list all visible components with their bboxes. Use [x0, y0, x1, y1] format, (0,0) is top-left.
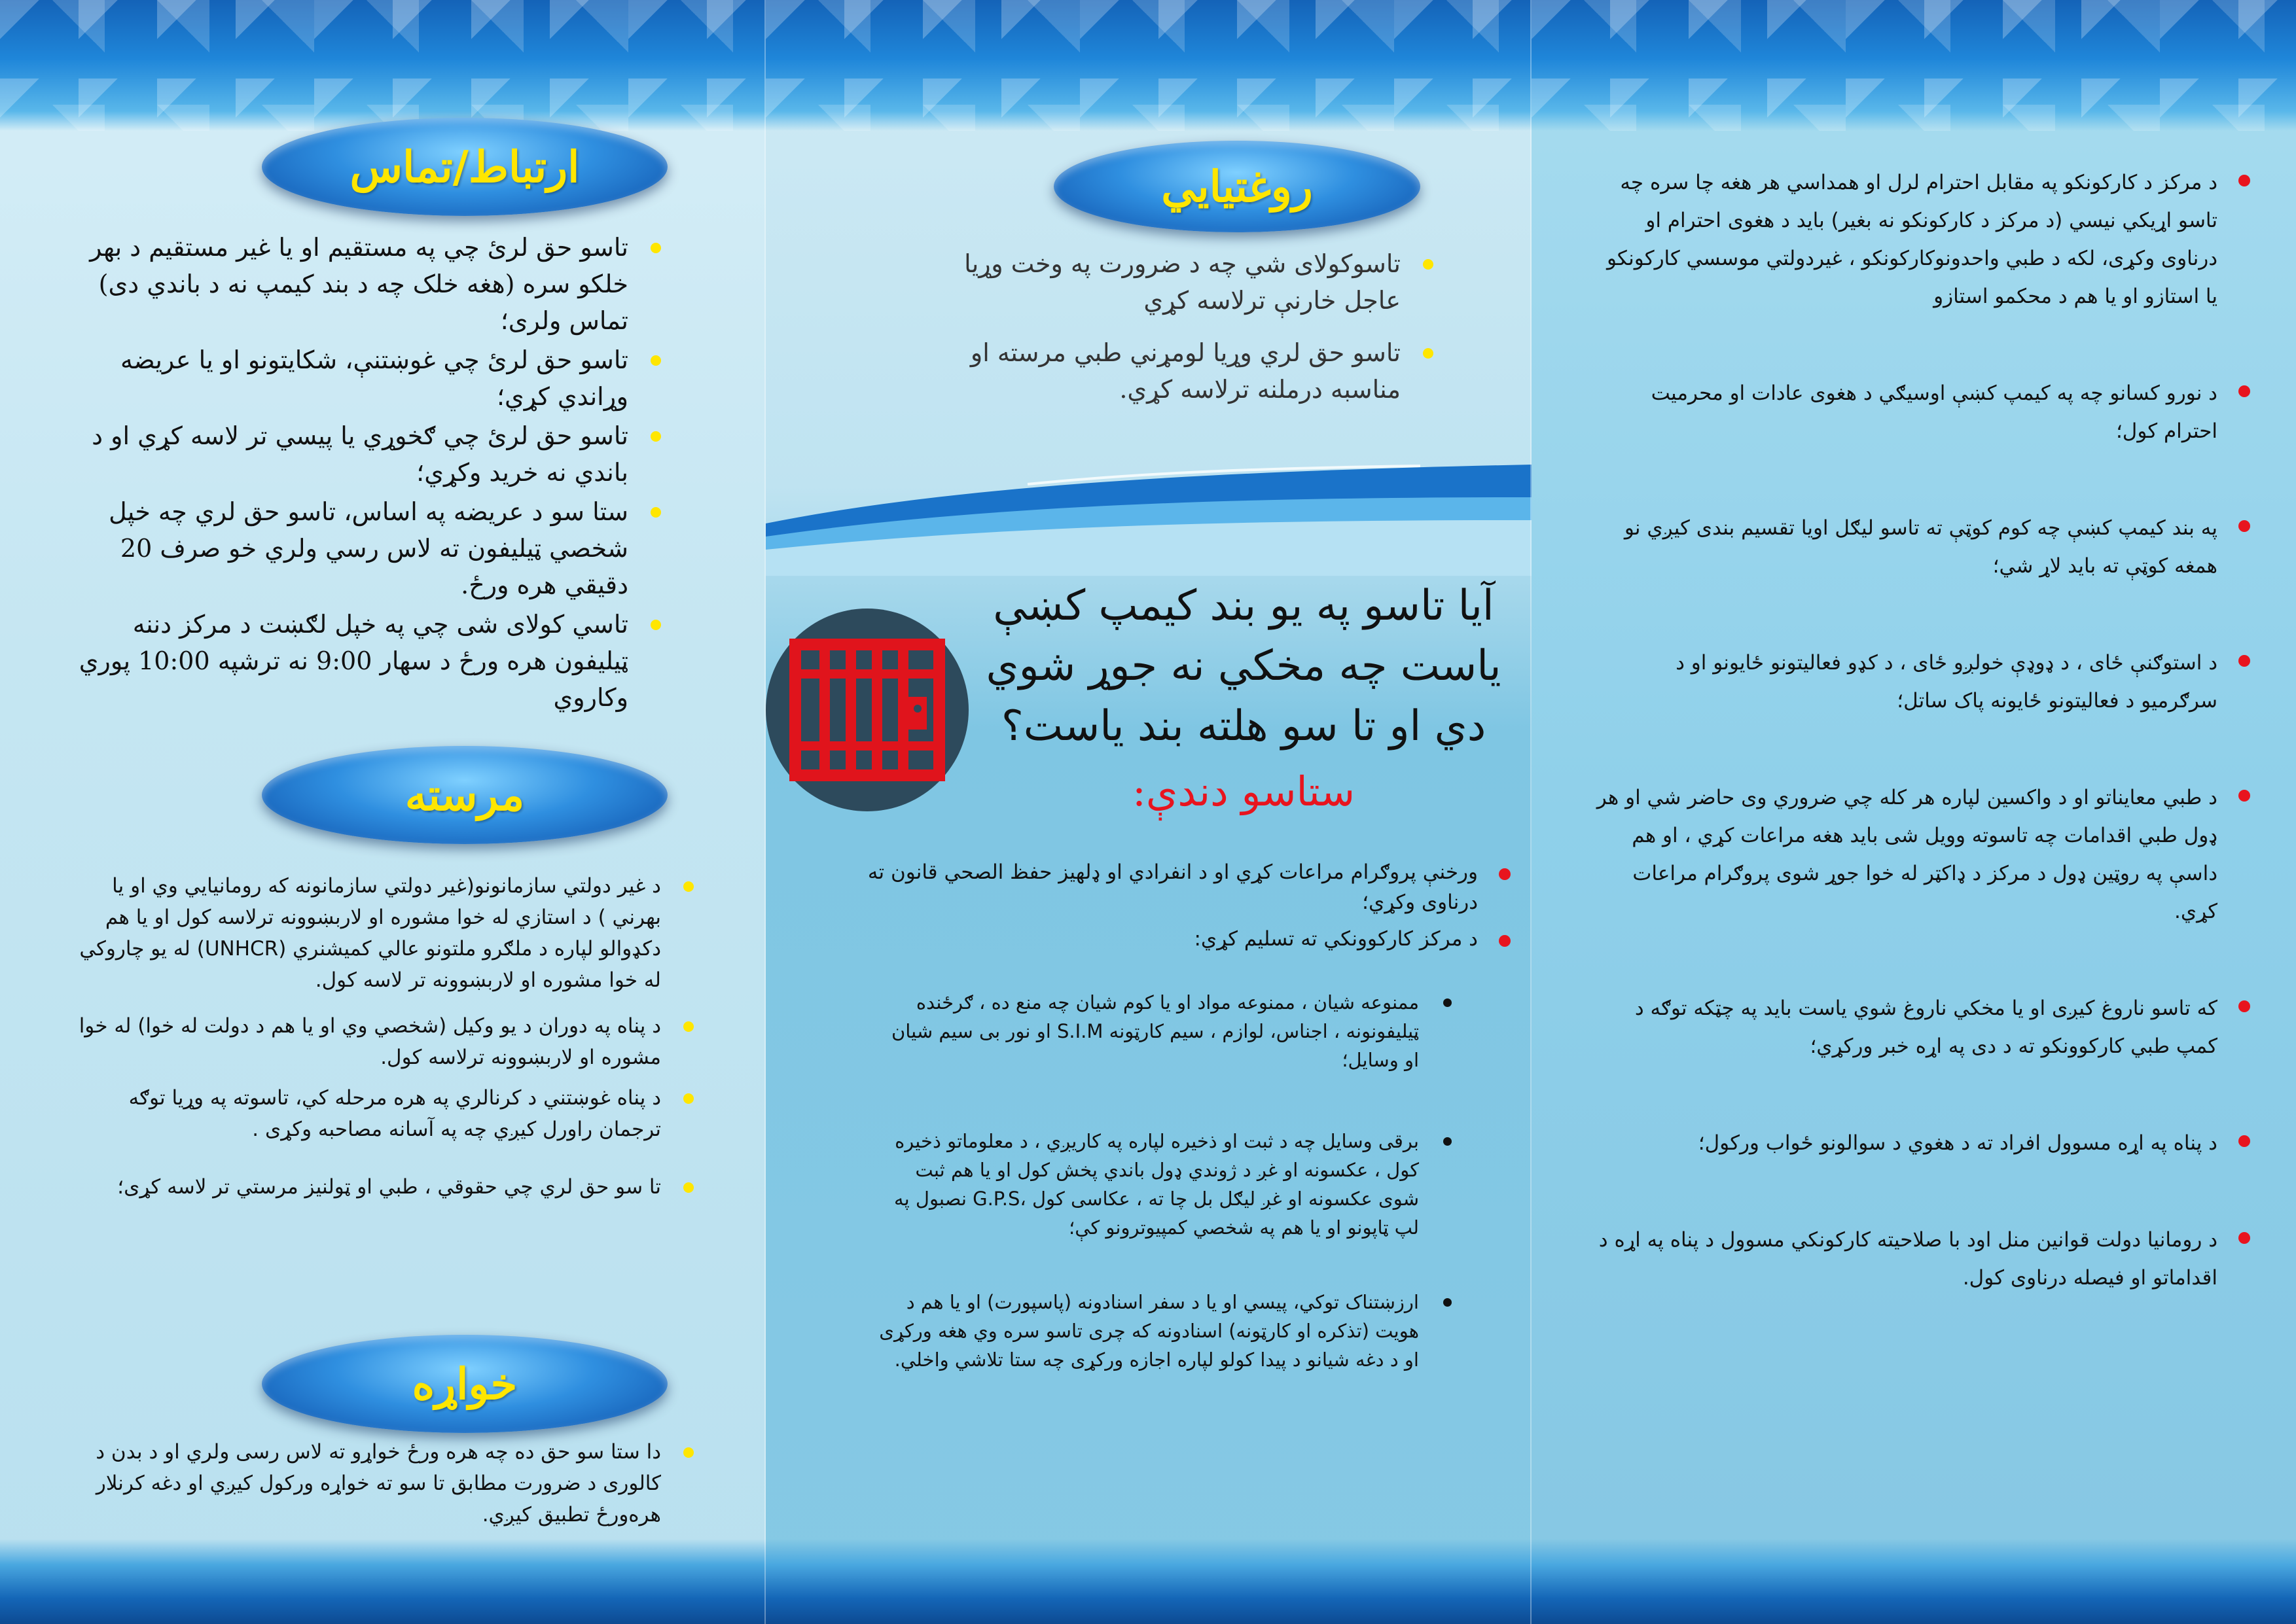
- bullet-icon: [683, 1447, 694, 1458]
- bullet-icon: [2238, 1135, 2250, 1147]
- list-item: [876, 1288, 1452, 1374]
- list-item: [1596, 1124, 2250, 1162]
- bullet-icon: [651, 355, 661, 366]
- list-item: [1596, 989, 2250, 1065]
- list-item: [856, 924, 1511, 954]
- list-item-text: که تاسو ناروغ کيږی او يا مخکي ناروغ شوي ياست بايد په چټکه توګه د کمپ طبي کارکوونکو ته د دی په اړه خبر ورکړي؛: [1634, 997, 2217, 1058]
- list-item-text: تاسي کولای شی چي په خپل لګښت د مرکز دننه ټيليفون هره ورځ د سهار 9:00 نه ترشپه 10:00 پوري وکاروي: [79, 610, 628, 712]
- list-item: [876, 1127, 1452, 1242]
- list-item-text: د پناه غوښتني د کرنالري په هره مرحله کي، تاسوته په وړيا توګه ترجمان راورل کيږي چه په آسانه مصاحبه وکړی .: [128, 1086, 661, 1141]
- rules-list: [1596, 164, 2250, 1297]
- list-item: [72, 417, 661, 491]
- bullet-icon: [2238, 520, 2250, 532]
- top-decoration: [1532, 0, 2296, 131]
- left-panel: [0, 0, 766, 1624]
- list-item-text: ستا سو د عريضه په اساس، تاسو حق لري چه خپل شخصي ټيليفون ته لاس رسي ولري خو صرف 20 دقيقي هره ورځ.: [109, 497, 628, 599]
- list-item-text: د مرکز د کارکونکو په مقابل احترام لرل او همداسي هر هغه چا سره چه تاسو اړيکي نيسي (د مرکز د کارکونکو نه بغير) بايد د هغوی احترام او درناوی وکړی، لکه د طبي واحدونوکارکونکو ، غيردولتي موسسي کارکونکو يا استازو او يا هم د محکمو استازو: [1607, 171, 2217, 308]
- bullet-icon: [651, 507, 661, 518]
- jail-bars-icon: [789, 635, 946, 785]
- contact-title: ارتباط/تماس: [350, 141, 580, 192]
- list-item-text: د پناه په دوران د يو وکيل (شخصي وي او يا هم د دولت له خوا) له خوا مشوره او لاربښوونه ترلاسه کول.: [79, 1014, 661, 1069]
- list-item: [1596, 779, 2250, 930]
- list-item-text: د استوګنې ځای ، د ډوډې خولږو ځای ، د کډو فعاليتونو ځايونو او د سرګرميو د فعاليتونو ځايونه پاک ساتل؛: [1676, 651, 2217, 713]
- bullet-icon: [1423, 348, 1433, 359]
- list-item: [1596, 644, 2250, 720]
- list-item-text: تاسو حق لري وړيا لومړني طبي مرسته او مناسبه درملنه ترلاسه کړي.: [970, 338, 1401, 404]
- list-item: [72, 606, 661, 716]
- list-item-text: ارزښتناک توکي، پيسي او يا د سفر اسنادونه (پاسپورت) او يا هم د هويت (تذکره او کارټونه) اسنادونه که چری تاسو سره وي هغه ورکړی او د دغه شيانو د پيدا کولو لپاره اجازه ورکړی چه ستا تلاشي واخلي.: [879, 1291, 1419, 1371]
- list-item-text: تاسو حق لرئ چي غوښتنې، شکايتونو او يا عريضه وړاندي کړي؛: [120, 345, 628, 411]
- list-item-text: برقی وسايل چه د ثبت او ذخيره لپاره په کاريږي ، د معلوماتو ذخيره کول ، عکسونه او غږ د ژوندي ډول باندي پخش کول او يا هم ثبت شوی عکسونه او غږ ليګل بل چا ته ، عکاسی کول ،G.P.S نصبول په لپ ټاپونو او يا هم په شخصي کمپيوترونو کې؛: [894, 1130, 1419, 1239]
- jail-icon-circle: [766, 609, 969, 811]
- list-item-text: تا سو حق لري چي حقوقي ، طبي او ټولنيز مرستي تر لاسه کړی؛: [117, 1175, 661, 1199]
- bullet-icon: [651, 431, 661, 442]
- question-block: [982, 576, 1505, 823]
- list-item: [1596, 164, 2250, 315]
- list-item: [65, 1010, 694, 1073]
- assistance-title: مرسته: [404, 769, 525, 821]
- bullet-icon: [1499, 868, 1511, 880]
- top-decoration: [0, 0, 766, 131]
- bullet-icon: [2238, 1232, 2250, 1244]
- bottom-decoration: [0, 1539, 766, 1624]
- list-item: [72, 229, 661, 339]
- health-list: [910, 245, 1433, 408]
- bullet-icon: [651, 243, 661, 253]
- bullet-icon: [2238, 175, 2250, 186]
- list-item: [910, 245, 1433, 319]
- question-line-1: آيا تاسو په يو بند کيمپ کښې: [993, 582, 1494, 630]
- list-item-text: تاسو حق لرئ چي ګخوړي يا پيسي تر لاسه کړي او د باندي نه خريد وکړي؛: [92, 421, 628, 487]
- duties-title: ستاسو دندې:: [1132, 768, 1355, 815]
- bullet-icon: [1443, 1298, 1452, 1307]
- list-item-text: ممنوعه شيان ، ممنوعه مواد او يا کوم شيان چه منع ده ، ګرځنده ټيليفونونه ، اجناس، لوازم ، سيم کارټونه S.I.M او نور بی سيم شيان او وسايل؛: [891, 991, 1419, 1071]
- list-item: [65, 1171, 694, 1203]
- bullet-icon: [1443, 1137, 1452, 1146]
- list-item-text: د طبي معايناتو او د واکسين لپاره هر کله چي ضروري وی حاضر شي او هر ډول طبي اقدامات چه تاسوته وويل شی بايد هغه مراعات کړي ، او هم داسې په روټين ډول د مرکز د ډاکټر له خوا جوړ شوی پروګرام مراعات کړي.: [1596, 786, 2217, 923]
- list-item-text: تاسوکولای شي چه د ضرورت په وخت وړيا عاجل خارنې ترلاسه کړي: [964, 249, 1401, 315]
- contact-list: [72, 229, 661, 716]
- list-item-text: د نورو کسانو چه په کيمپ کښې اوسيګي د هغوی عادات او محرميت احترام کول؛: [1651, 381, 2217, 443]
- bullet-icon: [683, 1093, 694, 1104]
- bullet-icon: [2238, 790, 2250, 802]
- list-item: [1596, 374, 2250, 450]
- food-list: [65, 1436, 694, 1530]
- duties-sub-list: [876, 988, 1452, 1374]
- bullet-icon: [683, 1182, 694, 1193]
- bullet-icon: [1423, 259, 1433, 270]
- health-banner: [1054, 141, 1420, 232]
- right-panel: [1532, 0, 2296, 1624]
- health-title: روغتيايي: [1161, 161, 1313, 212]
- list-item: [65, 870, 694, 996]
- food-banner: [262, 1335, 668, 1433]
- contact-banner: [262, 118, 668, 216]
- question-line-3: دي او تا سو هلته بند ياست؟: [1001, 702, 1486, 750]
- question-line-2: ياست چه مخکي نه جوړ شوي: [986, 642, 1501, 690]
- bullet-icon: [2238, 655, 2250, 667]
- list-item: [65, 1436, 694, 1530]
- assistance-list: [65, 870, 694, 1203]
- list-item: [1596, 509, 2250, 585]
- bottom-decoration: [1532, 1539, 2296, 1624]
- list-item-text: تاسو حق لرئ چي په مستقيم او يا غير مستقيم د بهر خلکو سره (هغه خلک چه د بند کيمپ نه د باندي دی) تماس ولری؛: [90, 233, 628, 335]
- list-item: [72, 493, 661, 603]
- bottom-decoration: [766, 1539, 1532, 1624]
- bullet-icon: [2238, 385, 2250, 397]
- list-item: [876, 988, 1452, 1074]
- bullet-icon: [683, 1021, 694, 1032]
- food-title: خواړه: [412, 1358, 518, 1409]
- top-decoration: [766, 0, 1532, 131]
- duties-list: [856, 857, 1511, 954]
- list-item-text: د پناه په اړه مسوول افراد ته د هغوي د سوالونو ځواب ورکول؛: [1698, 1131, 2217, 1155]
- list-item-text: ورخنې پروګرام مراعات کړي او د انفرادي او ډلهيز حفظ الصحي قانون ته درناوی وکړي؛: [867, 860, 1478, 914]
- list-item: [910, 334, 1433, 408]
- bullet-icon: [2238, 1000, 2250, 1012]
- list-item-text: د رومانيا دولت قوانين منل اود با صلاحيته کارکونکي مسوول د پناه په اړه د اقداماتو او فيصله درناوی کول.: [1598, 1228, 2217, 1290]
- list-item-text: دا ستا سو حق ده چه هره ورځ خواړو ته لاس رسی ولري او د بدن د کالوری د ضرورت مطابق تا سو ته خواړه ورکول کيږي او دغه کرنلار هره‌ورځ تطبيق کيږي.: [96, 1440, 661, 1527]
- list-item-text: د مرکز کارکوونکي ته تسليم کړي:: [1194, 927, 1478, 951]
- bullet-icon: [1499, 935, 1511, 947]
- list-item: [72, 342, 661, 415]
- list-item: [1596, 1221, 2250, 1297]
- bullet-icon: [651, 620, 661, 630]
- wave-decoration: [766, 458, 1532, 576]
- list-item: [856, 857, 1511, 917]
- list-item-text: د غير دولتي سازمانونو(غير دولتي سازمانونه که رومانيايي وي او يا بهرني ) د استازي له خوا مشوره او لاربښوونه ترلاسه کول او يا هم دکډوالو لپاره د ملګرو ملتونو عالي کميشنري (UNHCR) له يو چاروکي له خوا مشوره او لاربښوونه تر لاسه کول.: [79, 874, 661, 992]
- list-item-text: په بند کيمپ کښې چه کوم کوټې ته تاسو ليګل اويا تقسيم بندی کيږي نو همغه کوټې ته بايد لاړ شي؛: [1624, 516, 2217, 578]
- list-item: [65, 1082, 694, 1145]
- assistance-banner: [262, 746, 668, 844]
- bullet-icon: [1443, 998, 1452, 1007]
- bullet-icon: [683, 881, 694, 892]
